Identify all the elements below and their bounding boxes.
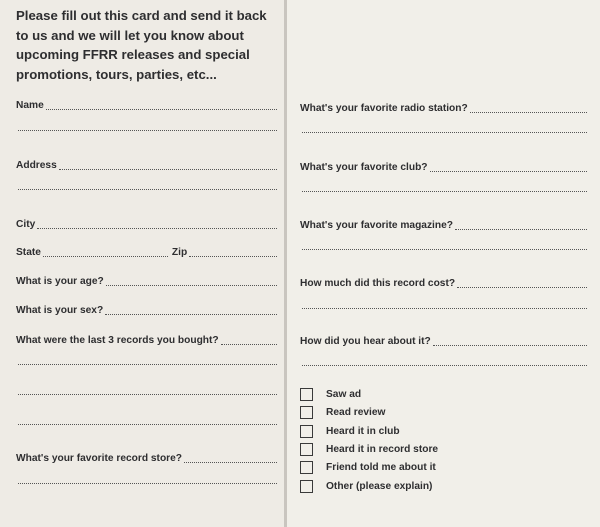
age-line[interactable] [106,285,277,286]
last-records-line-3-field[interactable] [16,394,277,397]
option-read-review[interactable] [300,406,385,419]
record-store-label: What's your favorite record store? [16,453,183,464]
option-label: Other (please explain) [326,481,433,492]
magazine-field[interactable] [300,220,587,232]
option-saw-ad[interactable] [300,388,361,401]
last-records-line-2-field[interactable] [16,364,277,367]
address-field-line-2[interactable] [16,189,277,192]
option-label: Heard it in club [326,426,400,437]
address-field[interactable] [16,160,277,172]
record-store-field[interactable] [16,453,277,465]
heard-label: How did you hear about it? [300,336,431,347]
radio-line-2[interactable] [302,132,587,133]
sex-field[interactable] [16,305,277,317]
record-store-line[interactable] [184,462,277,463]
intro-text: Please fill out this card and send it back to us and we will let you know about upcoming FFRR releases and special promotions, tours, parties, etc... [16,8,267,82]
magazine-line[interactable] [455,229,587,230]
magazine-line-2[interactable] [302,249,587,250]
magazine-label: What's your favorite magazine? [300,220,454,231]
name-field[interactable] [16,100,277,112]
checkbox[interactable] [300,425,313,438]
magazine-line-2-field[interactable] [300,249,587,252]
checkbox[interactable] [300,480,313,493]
heard-line-2-field[interactable] [300,365,587,368]
club-line[interactable] [430,171,587,172]
address-line[interactable] [59,169,277,170]
checkbox[interactable] [300,406,313,419]
radio-label: What's your favorite radio station? [300,103,468,114]
heard-line-2[interactable] [302,365,587,366]
last-records-line-3[interactable] [18,394,277,395]
cost-label: How much did this record cost? [300,278,456,289]
address-line-2[interactable] [18,189,277,190]
club-line-2-field[interactable] [300,191,587,194]
heard-field[interactable] [300,336,587,348]
option-heard-in-record-store[interactable] [300,443,438,456]
last-records-line-2[interactable] [18,364,277,365]
checkbox[interactable] [300,388,313,401]
sex-line[interactable] [105,314,277,315]
record-store-line-2-field[interactable] [16,483,277,486]
sex-label: What is your sex? [16,305,104,316]
age-label: What is your age? [16,276,104,287]
radio-line-2-field[interactable] [300,132,587,135]
name-label: Name [16,100,44,111]
option-label: Read review [326,407,386,418]
option-label: Saw ad [326,389,362,400]
last-records-line-4-field[interactable] [16,424,277,427]
option-friend-told-me[interactable] [300,461,436,474]
club-line-2[interactable] [302,191,587,192]
name-line[interactable] [46,109,277,110]
cost-line-2-field[interactable] [300,308,587,311]
last-records-line[interactable] [221,344,277,345]
radio-field[interactable] [300,103,587,115]
checkbox[interactable] [300,461,313,474]
last-records-label: What were the last 3 records you bought? [16,335,219,346]
city-label: City [16,219,36,230]
radio-line[interactable] [470,112,587,113]
zip-line[interactable] [189,256,277,257]
zip-label: Zip [171,247,188,258]
heard-line[interactable] [433,345,587,346]
city-field[interactable] [16,219,277,231]
option-heard-in-club[interactable] [300,425,400,438]
cost-line[interactable] [457,287,587,288]
state-line[interactable] [43,256,168,257]
record-store-line-2[interactable] [18,483,277,484]
address-label: Address [16,160,57,171]
age-field[interactable] [16,276,277,288]
cost-line-2[interactable] [302,308,587,309]
option-label: Heard it in record store [326,444,439,455]
state-label: State [16,247,41,258]
name-line-2[interactable] [18,130,277,131]
checkbox[interactable] [300,443,313,456]
option-other[interactable] [300,480,432,493]
club-label: What's your favorite club? [300,162,428,173]
option-label: Friend told me about it [326,462,436,473]
last-records-field[interactable] [16,335,277,347]
state-zip-field[interactable] [16,247,277,259]
name-field-line-2[interactable] [16,130,277,133]
city-line[interactable] [37,228,277,229]
club-field[interactable] [300,162,587,174]
last-records-line-4[interactable] [18,424,277,425]
cost-field[interactable] [300,278,587,290]
